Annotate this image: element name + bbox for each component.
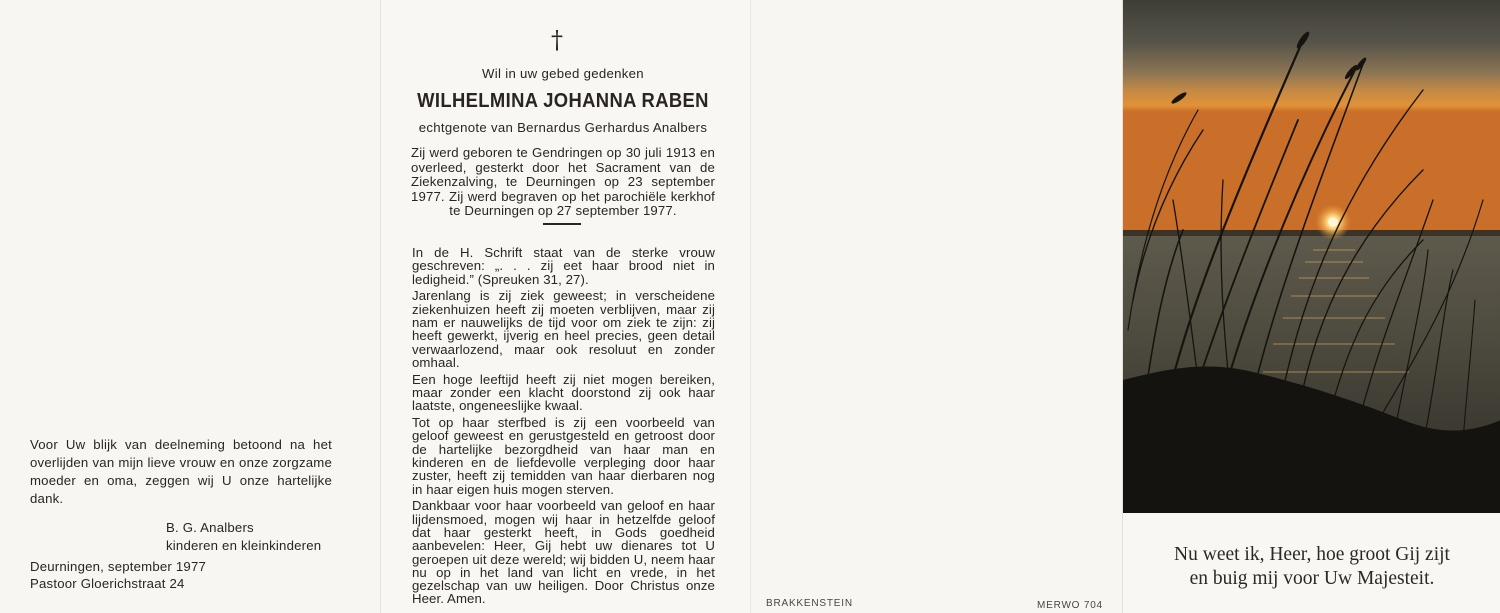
- verse: [1123, 543, 1500, 591]
- place-and-address: [30, 558, 206, 592]
- cover-panel: [1122, 0, 1500, 613]
- sunset-reeds-photo: [1123, 0, 1500, 513]
- memorial-text: [412, 246, 715, 609]
- thanks-text: Voor Uw blijk van deelneming betoond na het overlijden van mijn lieve vrouw en onze zorgzame moeder en oma, zeggen wij U onze hartelijke dank.: [30, 437, 332, 506]
- paragraph-age: Een hoge leeftijd heeft zij niet mogen bereiken, maar zonder een klacht doorstond zij ook haar laatste, ongeneeslijke kwaal.: [412, 371, 715, 414]
- cross-icon: †: [551, 26, 563, 54]
- signature-name: B. G. Analbers: [166, 520, 254, 535]
- memorial-panel: [380, 0, 751, 613]
- memorial-intro: Wil in uw gebed gedenken: [482, 66, 644, 81]
- address: Pastoor Gloerichstraat 24: [30, 576, 185, 591]
- blank-panel: [750, 0, 1123, 613]
- paragraph-deathbed: Tot op haar sterfbed is zij een voorbeeld van geloof geweest en gerustgesteld en getroost door de hartelijke bezorgdheid van haar man en kinderen en de liefdevolle verpleging door haar zuster, heeft zij temidden van haar dierbaren nog in haar eigen huis mogen sterven.: [412, 415, 715, 497]
- acknowledgement-panel: [0, 0, 380, 613]
- verse-line-1: Nu weet ik, Heer, hoe groot Gij zijt: [1174, 544, 1450, 565]
- paragraph-prayer: Dankbaar voor haar voorbeeld van geloof en haar lijdensmoed, mogen wij haar in hetzelfde geloof dat haar gesterkt heeft, in Gods goedheid aanbevelen: Heer, Gij hebt uw dienares tot U geroepen uit deze wereld; wij bidden U, neem haar nu op in het land van licht en vrede, in het gezelschap van uw heiligen. Door Christus onze Heer. Amen.: [412, 498, 715, 607]
- signature-family: kinderen en kleinkinderen: [166, 538, 322, 553]
- signature: [166, 519, 321, 555]
- paragraph-illness: Jarenlang is zij ziek geweest; in verscheidene ziekenhuizen heeft zij moeten verblijven, maar zij nam er nauwelijks de tijd voor om ziek te zijn: zij heeft gewerkt, ijverig en heel precies, geen detail verwaarlozend, maar ook resoluut en zonder omhaal.: [412, 288, 715, 370]
- biography: Zij werd geboren te Gendringen op 30 juli 1913 en overleed, gesterkt door het Sacrament van de Ziekenzalving, te Deurningen op 23 september 1977. Zij werd begraven op het parochiële kerkhof te Deurningen op 27 september 1977.: [411, 145, 715, 218]
- paragraph-scripture: In de H. Schrift staat van de sterke vrouw geschreven: „. . . zij eet haar brood niet in ledigheid.” (Spreuken 31, 27).: [412, 245, 715, 287]
- publisher-credit: BRAKKENSTEIN: [766, 598, 853, 609]
- divider: [543, 223, 581, 225]
- deceased-name: WILHELMINA JOHANNA RABEN: [417, 90, 709, 112]
- spouse-line: echtgenote van Bernardus Gerhardus Analbers: [418, 120, 708, 135]
- verse-line-2: en buig mij voor Uw Majesteit.: [1189, 568, 1435, 589]
- place-date: Deurningen, september 1977: [30, 559, 207, 574]
- print-code: MERWO 704: [1037, 600, 1103, 611]
